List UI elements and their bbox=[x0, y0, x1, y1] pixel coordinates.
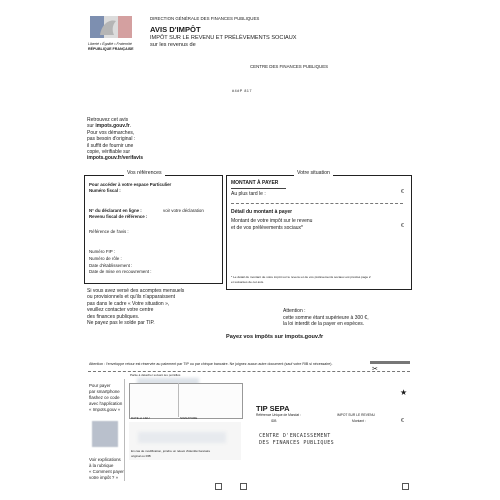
attention-line: la loi interdit de la payer en espèces. bbox=[283, 321, 365, 327]
scissors-icon: ✂ bbox=[372, 366, 378, 373]
acompte-line: ou provisionnels et qu'ils n'apparaissent bbox=[87, 294, 176, 301]
montant-prelevements-label: et de vos prélèvements sociaux* bbox=[231, 225, 303, 231]
qr-code[interactable] bbox=[92, 421, 118, 447]
explication-line: Voir explications bbox=[89, 457, 121, 462]
blurred-bank-details bbox=[138, 432, 226, 443]
retrouvez-line: Pour vos démarches, bbox=[87, 129, 135, 136]
modification-line: original ou RIB bbox=[131, 454, 151, 458]
ref-avis-label: Référence de l'avis : bbox=[89, 229, 129, 234]
explication-line: « Comment payer bbox=[89, 469, 124, 474]
explication-line: votre impôt ? » bbox=[89, 475, 119, 480]
explication-line: à la rubrique bbox=[89, 463, 114, 468]
partie-label: Partie à détacher suivant les pointillés bbox=[130, 373, 181, 377]
montant-underline bbox=[231, 188, 286, 189]
detail-label: Détail du montant à payer bbox=[231, 209, 293, 215]
idb-label: IDB bbox=[271, 419, 277, 423]
smartphone-line: flashez ce code bbox=[89, 395, 120, 400]
role-label: Numéro de rôle : bbox=[89, 256, 122, 261]
attention-line: cette somme étant supérieure à 300 €, bbox=[283, 315, 369, 321]
reference-code: #4#P 817 bbox=[232, 89, 253, 93]
logo-republique: RÉPUBLIQUE FRANÇAISE bbox=[88, 47, 134, 51]
attention-label: Attention : bbox=[283, 308, 306, 314]
retrouvez-line: pas besoin d'original : bbox=[87, 136, 136, 143]
smartphone-line: par smartphone bbox=[89, 389, 120, 394]
euro-sign: € bbox=[401, 189, 404, 195]
date-recouvrement-label: Date de mise en recouvrement : bbox=[89, 269, 152, 274]
perforation-line bbox=[88, 371, 410, 372]
montant-impot-label: Montant de votre impôt sur le revenu bbox=[231, 218, 313, 224]
retrouvez-line: il suffit de fournir une bbox=[87, 142, 134, 149]
separator-line bbox=[231, 203, 403, 204]
page-subtitle: IMPÔT SUR LE REVENU ET PRÉLÈVEMENTS SOCIAUX bbox=[150, 35, 297, 41]
footnote-line: et suivantes de cet avis. bbox=[231, 280, 265, 284]
acompte-line: Si vous avez versé des acomptes mensuels bbox=[87, 288, 185, 294]
direction-label: DIRECTION GÉNÉRALE DES FINANCES PUBLIQUES bbox=[150, 16, 260, 21]
marianne-logo bbox=[88, 15, 136, 53]
date-etablissement-label: Date d'établissement : bbox=[89, 263, 133, 268]
acompte-line: pas dans le cadre « Votre situation », bbox=[87, 300, 170, 307]
declarant-label: N° du déclarant en ligne : bbox=[89, 208, 142, 213]
modification-line: En cas de modification, joindre un relevé d'identité bancaire bbox=[131, 449, 211, 453]
numero-fiscal-label: Numéro fiscal : bbox=[89, 188, 121, 193]
euro-sign: € bbox=[401, 418, 404, 424]
au-plus-tard-label: Au plus tard le : bbox=[231, 191, 266, 197]
signature-label: SIGNATURE bbox=[180, 416, 198, 420]
logo-motto: Liberté • Égalité • Fraternité bbox=[88, 42, 132, 46]
corner-marker bbox=[402, 483, 409, 490]
payez-link[interactable]: Payez vos impôts sur impots.gouv.fr bbox=[226, 334, 324, 340]
acompte-line: des finances publiques. bbox=[87, 313, 140, 320]
smartphone-line: « Impots.gouv » bbox=[89, 407, 121, 412]
situation-title: Votre situation bbox=[294, 170, 333, 176]
corner-marker bbox=[215, 483, 222, 490]
star-icon: ★ bbox=[400, 388, 408, 397]
centre-encaissement-line: CENTRE D'ENCAISSEMENT bbox=[259, 433, 331, 439]
footnote-line: * Le détail du montant de votre impôt sur le revenu et de vos prélèvements sociaux est précisé page 2 bbox=[231, 275, 371, 279]
tip-sepa-title: TIP SEPA bbox=[256, 404, 290, 413]
revenus-label: sur les revenus de bbox=[150, 42, 196, 48]
acceder-label: Pour accéder à votre espace Particulier bbox=[89, 182, 172, 187]
smartphone-line: Pour payer bbox=[89, 383, 111, 388]
voir-declaration-label: voir votre déclaration bbox=[163, 208, 204, 213]
centre-encaissement-line: DES FINANCES PUBLIQUES bbox=[259, 440, 335, 446]
fip-label: Numéro FIP : bbox=[89, 249, 116, 254]
acompte-line: Ne payez pas le solde par TIP. bbox=[87, 320, 155, 326]
retrouvez-line: sur impots.gouv.fr. bbox=[87, 123, 132, 130]
retrouvez-line: Retrouvez cet avis bbox=[87, 117, 129, 123]
reference-mandat-label: Référence Unique de Mandat : bbox=[256, 413, 301, 417]
tip-notice: Attention : l'enveloppe retour est réservée au paiement par TIP ou par chèque bancaire. Ne joignez aucun autre document (sauf votre RIB si nécessaire). bbox=[89, 362, 333, 366]
date-lieu-label: DATE et LIEU bbox=[131, 416, 150, 420]
centre-label: CENTRE DES FINANCES PUBLIQUES bbox=[250, 64, 329, 69]
acompte-line: veuillez contacter votre centre bbox=[87, 307, 154, 314]
signature-divider bbox=[178, 383, 179, 417]
impot-label: IMPOT SUR LE REVENU bbox=[337, 413, 375, 417]
corner-marker bbox=[240, 483, 247, 490]
revenu-fiscal-label: Revenu fiscal de référence : bbox=[89, 214, 148, 219]
smartphone-line: avec l'application bbox=[89, 401, 123, 406]
montant-a-payer-label: MONTANT À PAYER bbox=[231, 180, 279, 186]
montant-label: Montant : bbox=[352, 419, 366, 423]
signature-box[interactable] bbox=[129, 383, 243, 419]
euro-sign: € bbox=[401, 223, 404, 229]
retrouvez-line: copie, vérifiable sur bbox=[87, 149, 131, 155]
barcode-marker bbox=[370, 361, 410, 364]
verifavis-link[interactable]: impots.gouv.fr/verifavis bbox=[87, 155, 144, 162]
references-title: Vos références bbox=[124, 170, 165, 176]
page-title: AVIS D'IMPÔT bbox=[150, 25, 201, 34]
